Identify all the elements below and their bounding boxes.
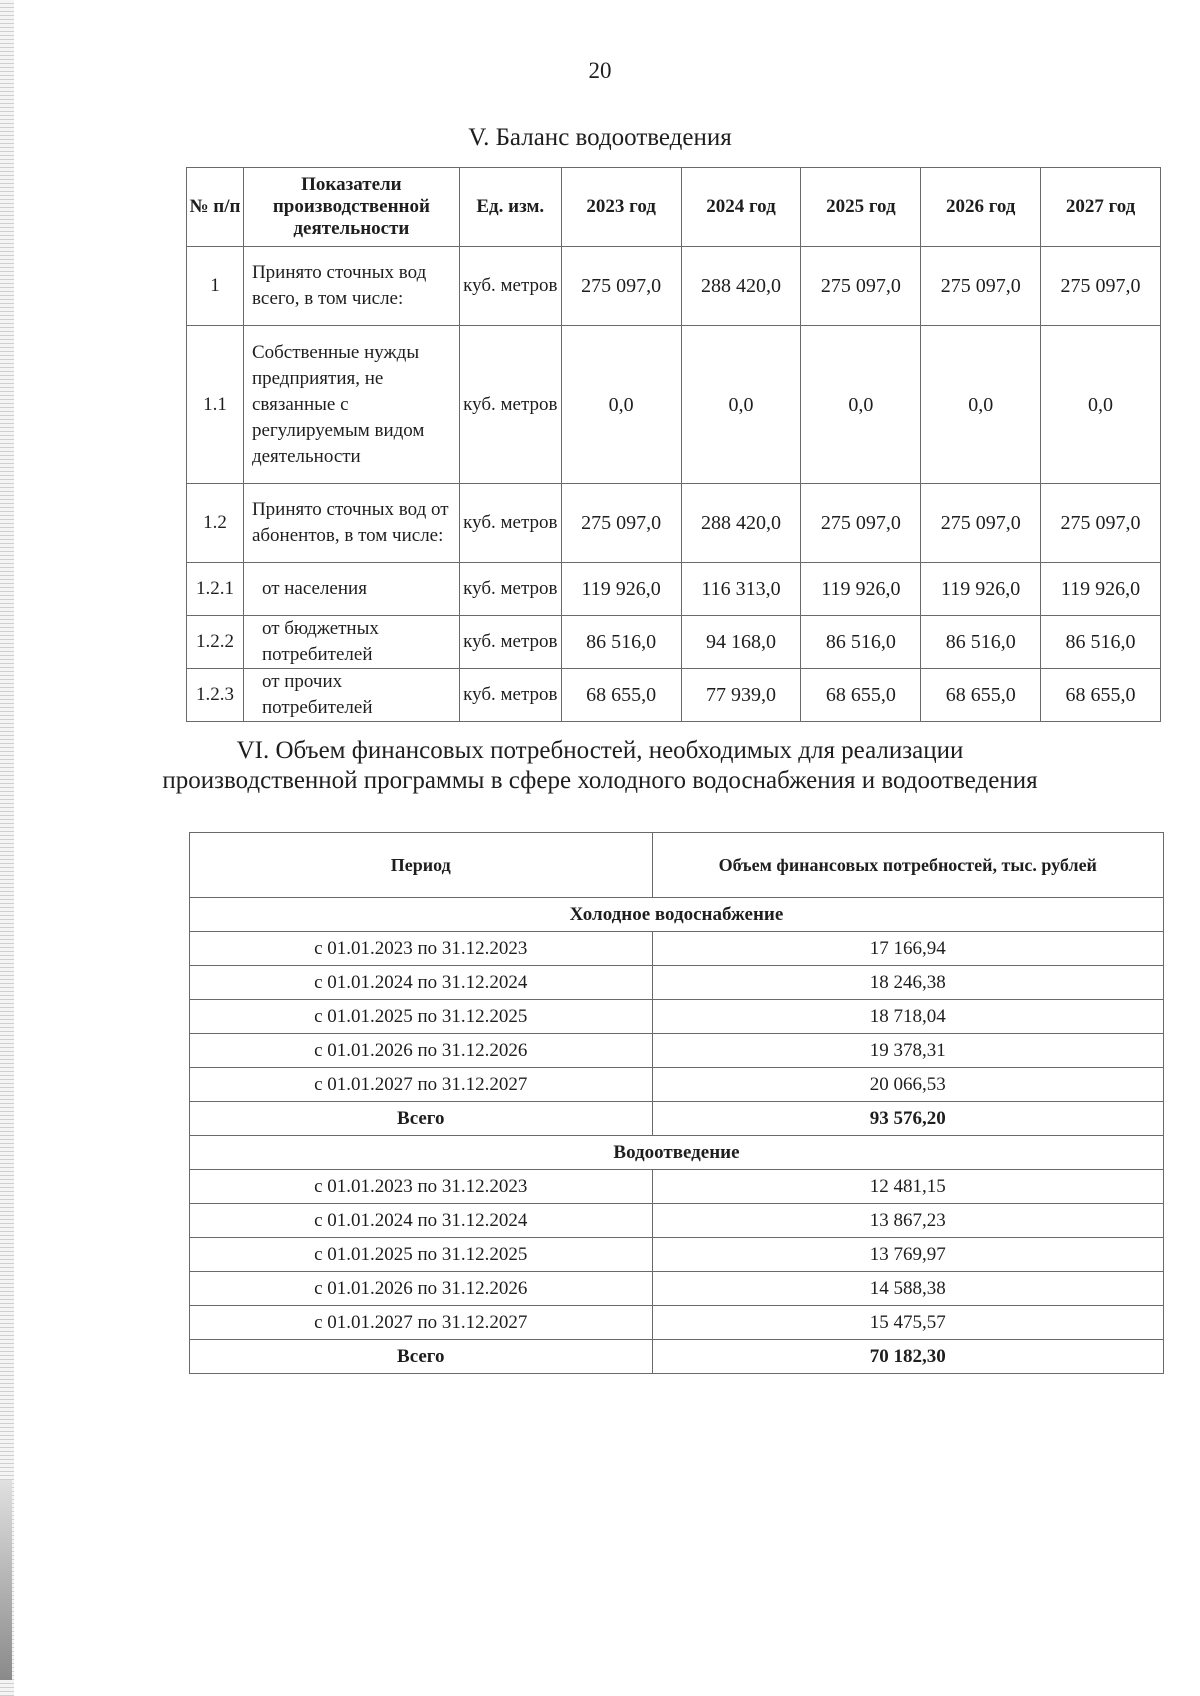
row-value: 17 166,94 <box>652 932 1164 966</box>
total-value: 93 576,20 <box>652 1102 1164 1136</box>
row-value: 20 066,53 <box>652 1068 1164 1102</box>
finance-title-line1: VI. Объем финансовых потребностей, необходимых для реализации <box>236 737 964 764</box>
row-value: 94 168,0 <box>681 616 801 669</box>
row-value: 275 097,0 <box>561 247 681 326</box>
row-value: 68 655,0 <box>921 669 1041 722</box>
table-row <box>190 1170 1164 1204</box>
row-value: 15 475,57 <box>652 1306 1164 1340</box>
header-period: Период <box>190 833 653 898</box>
row-period: с 01.01.2023 по 31.12.2023 <box>190 1170 653 1204</box>
page-number: 20 <box>588 58 612 83</box>
row-value: 86 516,0 <box>921 616 1041 669</box>
scan-edge-shadow <box>0 1480 12 1680</box>
row-value: 119 926,0 <box>801 563 921 616</box>
row-value: 13 867,23 <box>652 1204 1164 1238</box>
table-row <box>190 932 1164 966</box>
row-indicator: Собственные нужды предприятия, не связанные с регулируемым видом деятельности <box>243 326 459 484</box>
row-indicator: от населения <box>243 563 459 616</box>
table-row <box>190 1204 1164 1238</box>
row-value: 19 378,31 <box>652 1034 1164 1068</box>
row-indicator: от прочих потребителей <box>243 669 459 722</box>
row-value: 86 516,0 <box>561 616 681 669</box>
table-row <box>190 1068 1164 1102</box>
row-value: 288 420,0 <box>681 247 801 326</box>
scan-edge <box>0 0 14 1696</box>
row-value: 77 939,0 <box>681 669 801 722</box>
total-row <box>190 1102 1164 1136</box>
row-value: 68 655,0 <box>561 669 681 722</box>
table-row <box>190 1238 1164 1272</box>
row-value: 86 516,0 <box>801 616 921 669</box>
balance-header-row <box>187 168 1161 247</box>
row-value: 288 420,0 <box>681 484 801 563</box>
table-row <box>187 484 1161 563</box>
row-num: 1.2.2 <box>187 616 244 669</box>
balance-title: V. Баланс водоотведения <box>468 124 732 151</box>
finance-title <box>0 736 1200 796</box>
row-value: 275 097,0 <box>1041 247 1161 326</box>
total-row <box>190 1340 1164 1374</box>
finance-title-line2: производственной программы в сфере холодного водоснабжения и водоотведения <box>162 767 1038 794</box>
row-period: с 01.01.2023 по 31.12.2023 <box>190 932 653 966</box>
header-year: 2025 год <box>801 168 921 247</box>
row-period: с 01.01.2027 по 31.12.2027 <box>190 1068 653 1102</box>
table-row <box>190 1000 1164 1034</box>
section-title: Холодное водоснабжение <box>190 898 1164 932</box>
finance-header-row <box>190 833 1164 898</box>
row-value: 12 481,15 <box>652 1170 1164 1204</box>
row-value: 0,0 <box>561 326 681 484</box>
table-row <box>187 247 1161 326</box>
row-num: 1.2 <box>187 484 244 563</box>
row-value: 275 097,0 <box>921 484 1041 563</box>
row-value: 14 588,38 <box>652 1272 1164 1306</box>
row-period: с 01.01.2027 по 31.12.2027 <box>190 1306 653 1340</box>
section-title: Водоотведение <box>190 1136 1164 1170</box>
table-row <box>190 1034 1164 1068</box>
total-value: 70 182,30 <box>652 1340 1164 1374</box>
header-year: 2027 год <box>1041 168 1161 247</box>
table-row <box>187 616 1161 669</box>
row-value: 0,0 <box>1041 326 1161 484</box>
header-indicator: Показатели производственной деятельности <box>243 168 459 247</box>
row-unit: куб. метров <box>459 484 561 563</box>
row-value: 275 097,0 <box>561 484 681 563</box>
row-value: 119 926,0 <box>561 563 681 616</box>
section-row <box>190 1136 1164 1170</box>
row-value: 275 097,0 <box>801 247 921 326</box>
row-unit: куб. метров <box>459 669 561 722</box>
row-value: 275 097,0 <box>921 247 1041 326</box>
table-row <box>187 326 1161 484</box>
row-value: 275 097,0 <box>801 484 921 563</box>
row-unit: куб. метров <box>459 616 561 669</box>
row-value: 68 655,0 <box>801 669 921 722</box>
row-unit: куб. метров <box>459 563 561 616</box>
row-period: с 01.01.2024 по 31.12.2024 <box>190 1204 653 1238</box>
row-value: 18 718,04 <box>652 1000 1164 1034</box>
header-year: 2026 год <box>921 168 1041 247</box>
row-value: 116 313,0 <box>681 563 801 616</box>
table-row <box>187 669 1161 722</box>
row-period: с 01.01.2026 по 31.12.2026 <box>190 1034 653 1068</box>
total-label: Всего <box>190 1102 653 1136</box>
row-period: с 01.01.2025 по 31.12.2025 <box>190 1000 653 1034</box>
row-num: 1.1 <box>187 326 244 484</box>
row-num: 1 <box>187 247 244 326</box>
finance-table <box>189 832 1164 1374</box>
row-value: 13 769,97 <box>652 1238 1164 1272</box>
row-value: 0,0 <box>681 326 801 484</box>
table-row <box>190 1272 1164 1306</box>
table-row <box>190 1306 1164 1340</box>
table-row <box>190 966 1164 1000</box>
row-unit: куб. метров <box>459 326 561 484</box>
row-indicator: от бюджетных потребителей <box>243 616 459 669</box>
row-indicator: Принято сточных вод от абонентов, в том числе: <box>243 484 459 563</box>
total-label: Всего <box>190 1340 653 1374</box>
row-num: 1.2.3 <box>187 669 244 722</box>
row-value: 86 516,0 <box>1041 616 1161 669</box>
row-period: с 01.01.2026 по 31.12.2026 <box>190 1272 653 1306</box>
row-value: 0,0 <box>921 326 1041 484</box>
row-value: 119 926,0 <box>1041 563 1161 616</box>
section-row <box>190 898 1164 932</box>
header-volume: Объем финансовых потребностей, тыс. рублей <box>652 833 1164 898</box>
row-indicator: Принято сточных вод всего, в том числе: <box>243 247 459 326</box>
row-unit: куб. метров <box>459 247 561 326</box>
header-unit: Ед. изм. <box>459 168 561 247</box>
row-period: с 01.01.2025 по 31.12.2025 <box>190 1238 653 1272</box>
table-row <box>187 563 1161 616</box>
row-value: 68 655,0 <box>1041 669 1161 722</box>
header-num: № п/п <box>187 168 244 247</box>
row-value: 0,0 <box>801 326 921 484</box>
row-value: 275 097,0 <box>1041 484 1161 563</box>
header-year: 2024 год <box>681 168 801 247</box>
row-period: с 01.01.2024 по 31.12.2024 <box>190 966 653 1000</box>
row-value: 119 926,0 <box>921 563 1041 616</box>
balance-table <box>186 167 1161 722</box>
header-year: 2023 год <box>561 168 681 247</box>
row-value: 18 246,38 <box>652 966 1164 1000</box>
row-num: 1.2.1 <box>187 563 244 616</box>
